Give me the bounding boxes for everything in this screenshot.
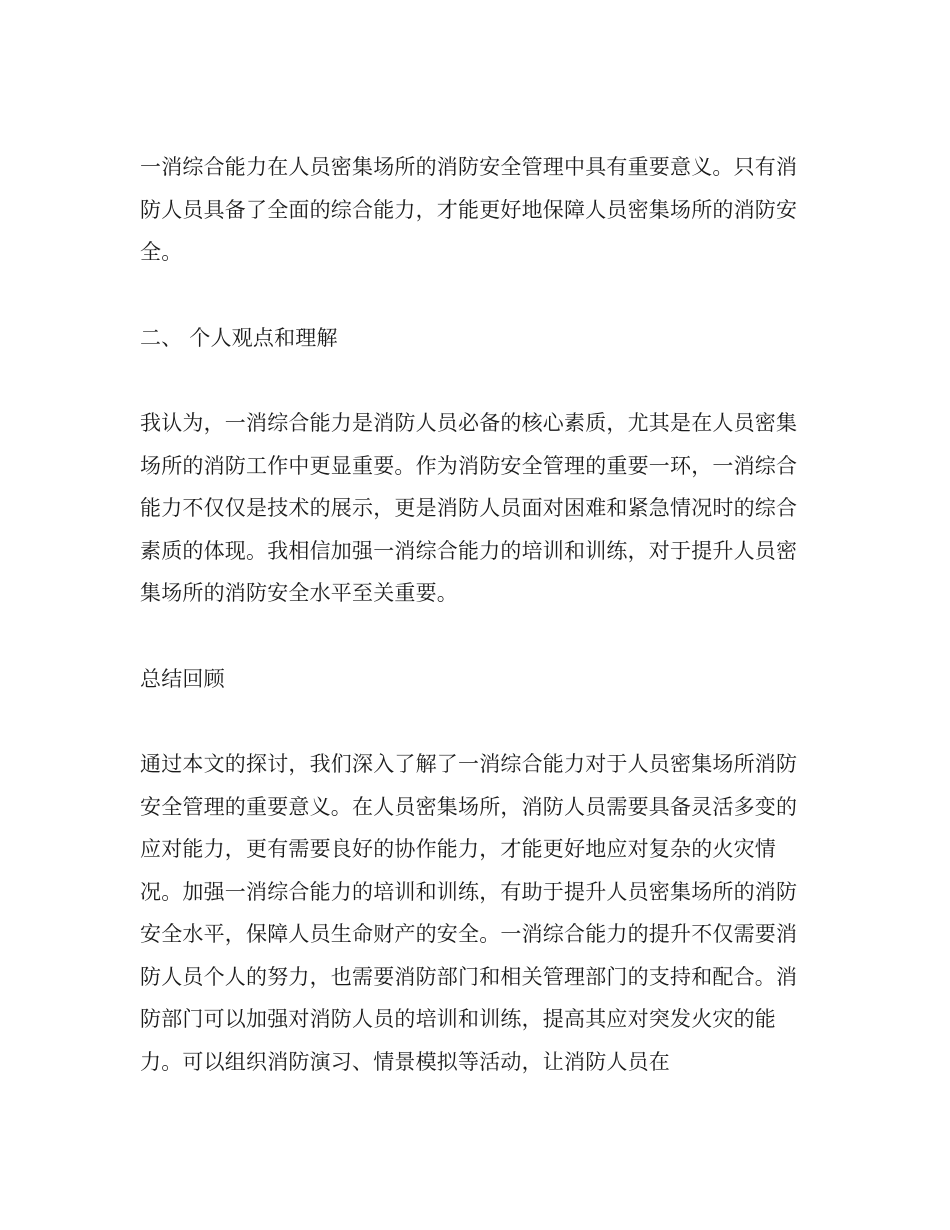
- paragraph-summary: 通过本文的探讨，我们深入了解了一消综合能力对于人员密集场所消防安全管理的重要意义。在人员密集场所，消防人员需要具备灵活多变的应对能力，更有需要良好的协作能力，才能更好地应对复杂的火灾情况。加强一消综合能力的培训和训练，有助于提升人员密集场所的消防安全水平，保障人员生命财产的安全。一消综合能力的提升不仅需要消防人员个人的努力，也需要消防部门和相关管理部门的支持和配合。消防部门可以加强对消防人员的培训和训练，提高其应对突发火灾的能力。可以组织消防演习、情景模拟等活动，让消防人员在: [140, 752, 798, 1074]
- document-body: [140, 146, 800, 1126]
- section-heading-summary: 总结回顾: [140, 666, 225, 691]
- paragraph-personal-view: 我认为，一消综合能力是消防人员必备的核心素质，尤其是在人员密集场所的消防工作中更显重要。作为消防安全管理的重要一环，一消综合能力不仅仅是技术的展示，更是消防人员面对困难和紧急情况时的综合素质的体现。我相信加强一消综合能力的培训和训练，对于提升人员密集场所的消防安全水平至关重要。: [140, 411, 798, 605]
- paragraph-intro-conclusion: 一消综合能力在人员密集场所的消防安全管理中具有重要意义。只有消防人员具备了全面的综合能力，才能更好地保障人员密集场所的消防安全。: [140, 155, 798, 264]
- section-heading-personal-view: 二、 个人观点和理解: [140, 325, 338, 350]
